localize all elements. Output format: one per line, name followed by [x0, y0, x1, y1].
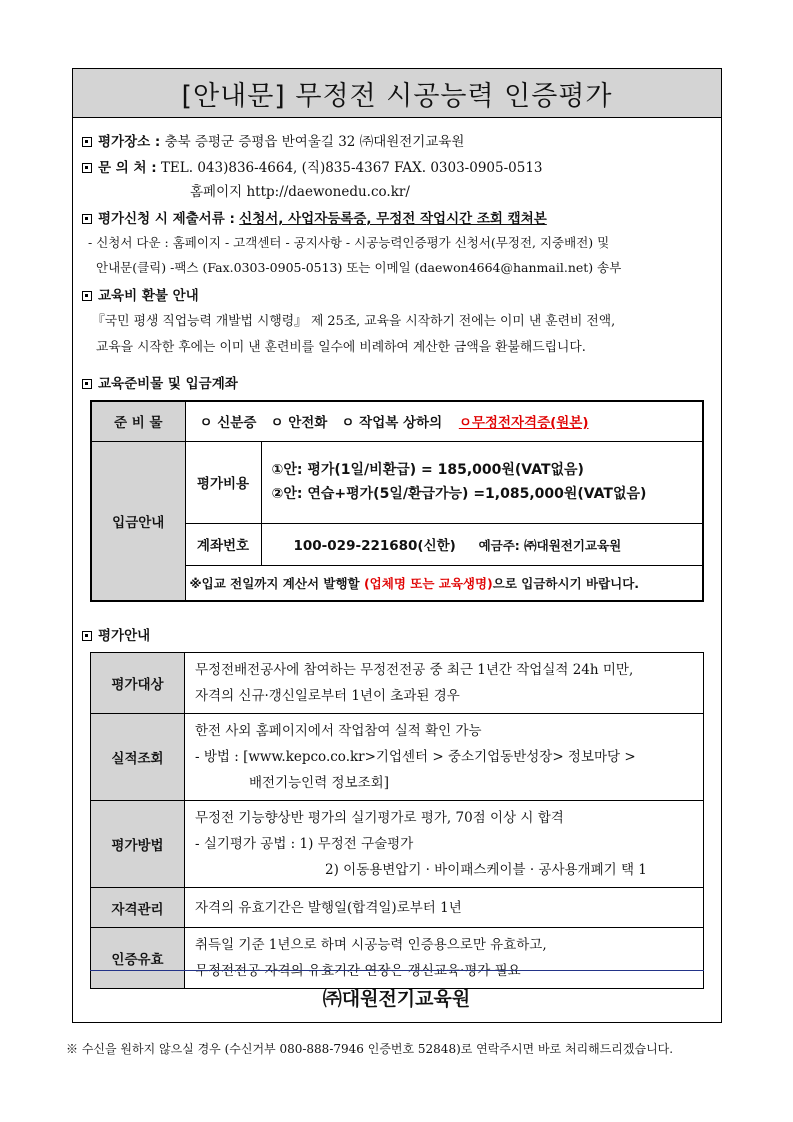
- refund-line-2: 교육을 시작한 후에는 이미 낸 훈련비를 일수에 비례하여 계산한 금액을 환불해드립니다.: [96, 340, 586, 355]
- table-row: [91, 714, 704, 801]
- venue-label: 평가장소 :: [98, 134, 161, 150]
- items-cell: [185, 401, 703, 441]
- documents-detail-2: 안내문(클릭) -팩스 (Fax.0303-0905-0513) 또는 이메일 (daewon4664@hanmail.net) 송부: [96, 260, 622, 275]
- documents-label: 평가신청 시 제출서류 :: [98, 211, 235, 227]
- account-cell: [261, 523, 703, 565]
- contact-label: 문 의 처 :: [98, 160, 157, 176]
- refund-heading: 교육비 환불 안내: [82, 284, 199, 304]
- eval-label: 인증유효: [91, 928, 185, 989]
- bullet-icon: [82, 631, 92, 641]
- bullet-icon: [82, 291, 92, 301]
- bullet-icon: [82, 379, 92, 389]
- table-row: [91, 801, 704, 888]
- payment-note-red: (업체명 또는 교육생명): [363, 575, 493, 591]
- payment-label: 입금안내: [91, 441, 185, 601]
- eval-cell: 무정전배전공사에 참여하는 무정전전공 중 최근 1년간 작업실적 24h 미만, 자격의 신규·갱신일로부터 1년이 초과된 경우: [185, 653, 704, 714]
- cost-label: 평가비용: [185, 441, 261, 523]
- homepage-line: 홈페이지 http://daewonedu.co.kr/: [190, 184, 410, 200]
- table-row: [91, 653, 704, 714]
- prep-heading: 교육준비물 및 입금계좌: [82, 372, 238, 392]
- items-label: 준 비 물: [91, 401, 185, 441]
- cost-option-1: ①안: 평가(1일/비환급) = 185,000원(VAT없음): [271, 462, 584, 478]
- eval-label: 평가대상: [91, 653, 185, 714]
- venue-line: [82, 130, 464, 150]
- eval-cell: 한전 사외 홈페이지에서 작업참여 실적 확인 가능 - 방법 : [www.kepco.co.kr>기업센터 > 중소기업동반성장> 정보마당 > 배전기능인력 정보조회]: [185, 714, 704, 801]
- eval-label: 실적조회: [91, 714, 185, 801]
- payment-note: ※입교 전일까지 계산서 발행할 (업체명 또는 교육생명)으로 입금하시기 바랍니다.: [185, 565, 703, 601]
- items-value: ㅇ 신분증 ㅇ 안전화 ㅇ 작업복 상하의: [199, 415, 443, 432]
- organization-name: ㈜대원전기교육원: [322, 988, 471, 1010]
- cost-cell: [261, 441, 703, 523]
- contact-line: [82, 156, 543, 176]
- account-label: 계좌번호: [185, 523, 261, 565]
- eval-cell: 취득일 기준 1년으로 하며 시공능력 인증용으로만 유효하고, 무정전전공 자격의 유효기간 연장은 갱신교육·평가 필요: [185, 928, 704, 989]
- table-row: [91, 888, 704, 928]
- eval-label: 자격관리: [91, 888, 185, 928]
- venue-value: 충북 증평군 증평읍 반여울길 32 ㈜대원전기교육원: [164, 134, 465, 150]
- bullet-icon: [82, 163, 92, 173]
- bullet-icon: [82, 214, 92, 224]
- eval-cell: 무정전 기능향상반 평가의 실기평가로 평가, 70점 이상 시 합격 - 실기평가 공법 : 1) 무정전 구술평가 2) 이동용변압기 · 바이패스케이블 · 공사용개폐기 택 1: [185, 801, 704, 888]
- refund-line-1: 『국민 평생 직업능력 개발법 시행령』 제 25조, 교육을 시작하기 전에는 이미 낸 훈련비 전액,: [92, 314, 616, 329]
- documents-detail-1: - 신청서 다운 : 홈페이지 - 고객센터 - 공지사항 - 시공능력인증평가 신청서(무정전, 지중배전) 및: [88, 235, 610, 250]
- eval-label: 평가방법: [91, 801, 185, 888]
- account-holder: 예금주: ㈜대원전기교육원: [478, 538, 622, 553]
- documents-line: [82, 207, 547, 227]
- eval-table: [90, 652, 704, 989]
- cost-option-2: ②안: 연습+평가(5일/환급가능) =1,085,000원(VAT없음): [271, 486, 647, 502]
- items-red: ㅇ무정전자격증(원본): [458, 415, 589, 432]
- account-value: 100-029-221680(신한): [293, 538, 456, 554]
- page-title: [안내문] 무정전 시공능력 인증평가: [73, 69, 721, 118]
- divider: [90, 970, 704, 971]
- eval-cell: 자격의 유효기간은 발행일(합격일)로부터 1년: [185, 888, 704, 928]
- prep-table: [90, 400, 704, 602]
- eval-heading: 평가안내: [82, 624, 150, 644]
- unsubscribe-notice: ※ 수신을 원하지 않으실 경우 (수신거부 080-888-7946 인증번호 52848)로 연락주시면 바로 처리해드리겠습니다.: [66, 1042, 674, 1056]
- contact-value: TEL. 043)836-4664, (직)835-4367 FAX. 0303-0905-0513: [160, 160, 543, 176]
- table-row: [91, 928, 704, 989]
- bullet-icon: [82, 137, 92, 147]
- documents-value: 신청서, 사업자등록증, 무정전 작업시간 조회 캡쳐본: [239, 211, 547, 227]
